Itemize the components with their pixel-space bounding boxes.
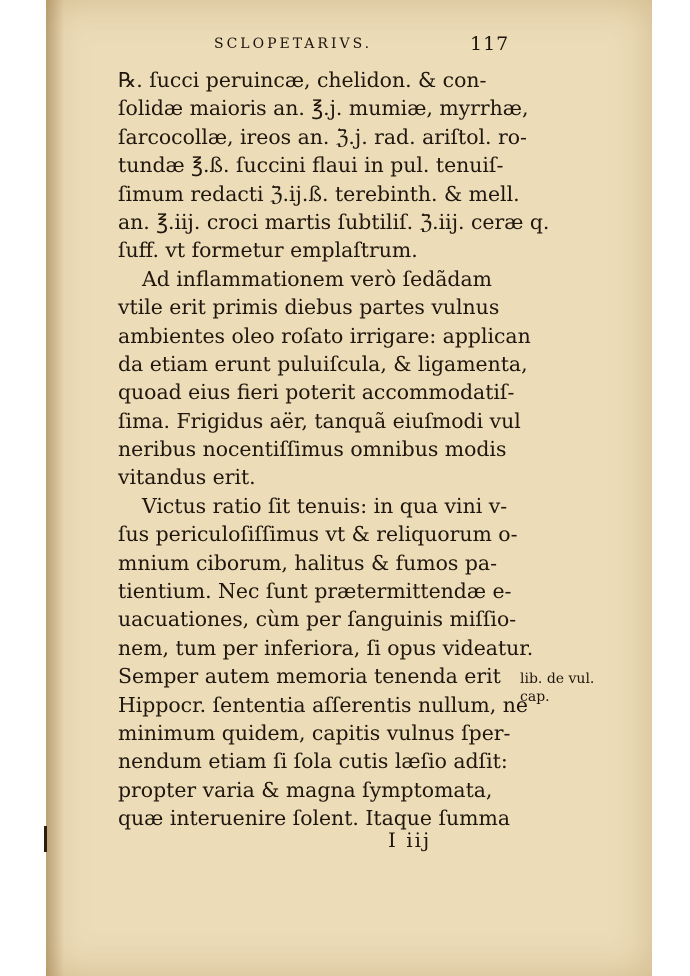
text-line: uacuationes, cùm per ſanguinis miſſio- bbox=[118, 607, 517, 632]
text-line: nem, tum per inferiora, ſi opus videatur. bbox=[118, 635, 534, 660]
page-number: 117 bbox=[470, 33, 510, 55]
body-text bbox=[118, 66, 550, 833]
edge-bracket bbox=[44, 826, 47, 852]
margin-note bbox=[520, 670, 610, 706]
text-line: ſuff. vt formetur emplaſtrum. bbox=[118, 238, 418, 263]
text-line: tientium. Nec ſunt prætermittendæ e- bbox=[118, 579, 512, 604]
text-line: quoad eius fieri poterit accommodatiſ- bbox=[118, 380, 515, 405]
margin-note-line: lib. de vul. bbox=[520, 671, 595, 687]
text-line: Semper autem memoria tenenda erit bbox=[118, 664, 501, 689]
text-line: neribus nocentiſſimus omnibus modis bbox=[118, 437, 507, 462]
text-line: mnium ciborum, halitus & fumos pa- bbox=[118, 550, 497, 575]
text-line: vtile erit primis diebus partes vulnus bbox=[118, 295, 500, 320]
signature-mark: I iij bbox=[388, 828, 432, 852]
text-line: quæ interuenire ſolent. Itaque ſumma bbox=[118, 806, 510, 831]
text-line: an. ℥.iij. croci martis ſubtiliſ. ℨ.iij. ceræ q. bbox=[118, 209, 550, 234]
text-line: da etiam erunt puluiſcula, & ligamenta, bbox=[118, 351, 528, 376]
text-line: nendum etiam ſi ſola cutis læſio adſit: bbox=[118, 749, 508, 774]
text-line: ℞. ſucci peruincæ, chelidon. & con- bbox=[118, 68, 487, 92]
text-line: ſus periculoſiſſimus vt & reliquorum o- bbox=[118, 522, 518, 547]
text-line: Victus ratio ſit tenuis: in qua vini v- bbox=[142, 493, 508, 518]
text-line: ſarcocollæ, ireos an. ℨ.j. rad. ariſtol. ro- bbox=[118, 124, 527, 149]
text-line: ſima. Frigidus aër, tanquã eiuſmodi vul bbox=[118, 408, 521, 433]
text-line: propter varia & magna ſymptomata, bbox=[118, 777, 493, 802]
page-header bbox=[214, 33, 514, 58]
running-title: SCLOPETARIVS. bbox=[214, 36, 373, 52]
margin-note-line: cap. bbox=[520, 689, 550, 705]
text-line: tundæ ℥.ß. ſuccini flaui in pul. tenuiſ- bbox=[118, 153, 504, 178]
text-line: minimum quidem, capitis vulnus ſper- bbox=[118, 720, 511, 745]
text-line: Ad inflammationem verò ſedãdam bbox=[142, 266, 492, 291]
text-line: Hippocr. ſententia aſſerentis nullum, ne bbox=[118, 692, 528, 717]
text-line: ſimum redacti ℨ.ij.ß. terebinth. & mell. bbox=[118, 181, 520, 206]
text-line: vitandus erit. bbox=[118, 465, 256, 490]
text-line: ſolidæ maioris an. ℥.j. mumiæ, myrrhæ, bbox=[118, 96, 529, 121]
text-line: ambientes oleo roſato irrigare: applican bbox=[118, 323, 531, 348]
